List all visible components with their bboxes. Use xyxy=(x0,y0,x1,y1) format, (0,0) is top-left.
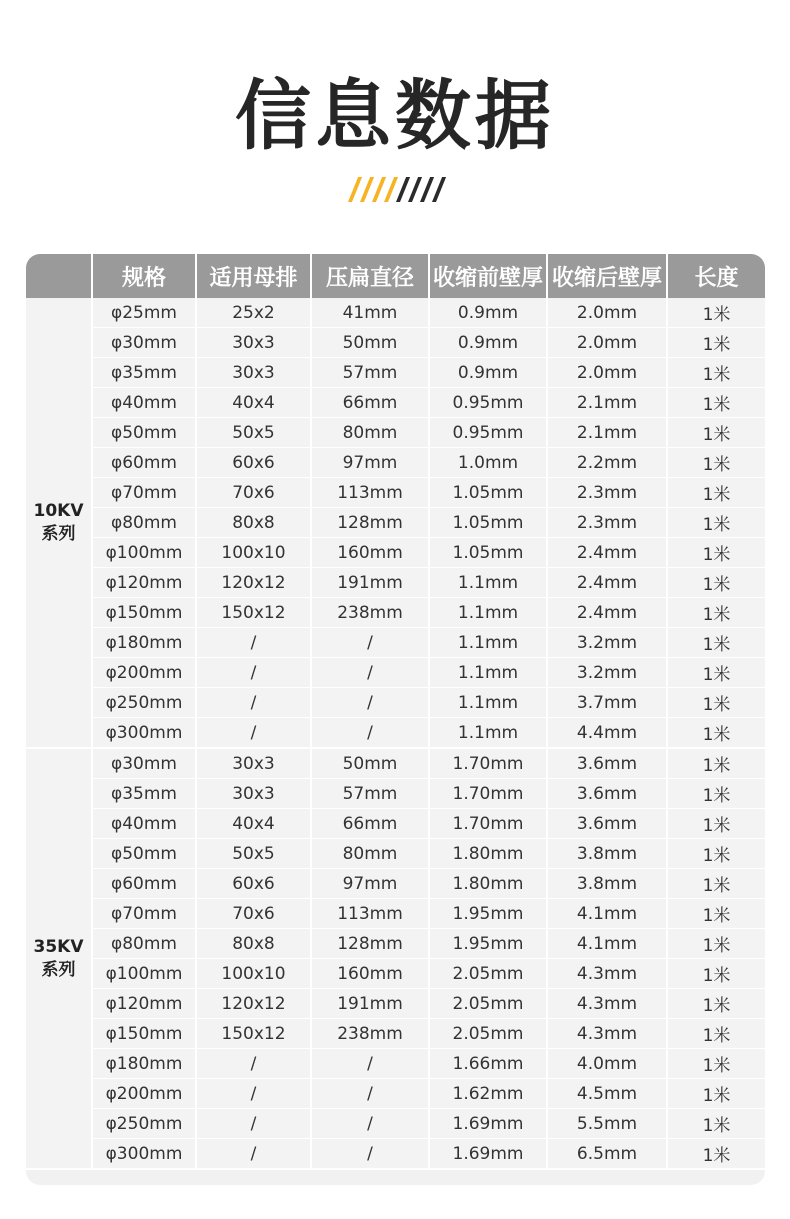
table-cell: 120x12 xyxy=(196,989,311,1019)
table-cell: 160mm xyxy=(311,959,429,989)
table-cell: 1米 xyxy=(667,448,765,478)
table-cell: φ50mm xyxy=(92,418,196,448)
table-cell: φ40mm xyxy=(92,388,196,418)
table-row xyxy=(26,1139,765,1170)
table-row xyxy=(26,508,765,538)
table-cell: 1米 xyxy=(667,779,765,809)
table-cell: φ300mm xyxy=(92,718,196,749)
table-cell: 40x4 xyxy=(196,388,311,418)
table-row xyxy=(26,628,765,658)
table-cell: 57mm xyxy=(311,358,429,388)
table-cell: 120x12 xyxy=(196,568,311,598)
table-cell: 2.0mm xyxy=(547,358,667,388)
column-header: 压扁直径 xyxy=(311,254,429,298)
slash-mark xyxy=(420,177,434,202)
table-cell: 2.3mm xyxy=(547,478,667,508)
table-cell: 40x4 xyxy=(196,809,311,839)
table-cell: φ200mm xyxy=(92,658,196,688)
table-cell: 1.80mm xyxy=(429,839,547,869)
table-cell: 60x6 xyxy=(196,869,311,899)
table-row xyxy=(26,929,765,959)
column-header: 长度 xyxy=(667,254,765,298)
table-cell: 1.62mm xyxy=(429,1079,547,1109)
table-cell: φ50mm xyxy=(92,839,196,869)
table-cell: 128mm xyxy=(311,508,429,538)
table-cell: 191mm xyxy=(311,989,429,1019)
table-row xyxy=(26,959,765,989)
table-row xyxy=(26,688,765,718)
table-cell: 1.95mm xyxy=(429,899,547,929)
table-cell: 1.1mm xyxy=(429,568,547,598)
table-row xyxy=(26,1109,765,1139)
series-label xyxy=(26,748,92,1169)
table-cell: 3.6mm xyxy=(547,779,667,809)
table-cell: 1.1mm xyxy=(429,658,547,688)
table-cell: 100x10 xyxy=(196,959,311,989)
table-cell: 3.2mm xyxy=(547,658,667,688)
table-cell: 25x2 xyxy=(196,298,311,328)
table-cell: 1米 xyxy=(667,748,765,779)
table-cell: φ35mm xyxy=(92,779,196,809)
table-cell: 2.05mm xyxy=(429,959,547,989)
table-cell: 1.69mm xyxy=(429,1109,547,1139)
table-cell: 1米 xyxy=(667,628,765,658)
table-cell: / xyxy=(311,1109,429,1139)
table-cell: φ70mm xyxy=(92,478,196,508)
table-cell: / xyxy=(196,718,311,749)
table-cell: 0.95mm xyxy=(429,388,547,418)
table-cell: 1米 xyxy=(667,809,765,839)
spec-table-container xyxy=(26,254,765,1185)
table-cell: / xyxy=(196,658,311,688)
table-cell: / xyxy=(196,688,311,718)
table-cell: φ60mm xyxy=(92,869,196,899)
table-cell: 30x3 xyxy=(196,358,311,388)
table-cell: φ180mm xyxy=(92,1049,196,1079)
table-row xyxy=(26,1019,765,1049)
table-body xyxy=(26,298,765,1169)
table-row xyxy=(26,388,765,418)
table-cell: φ80mm xyxy=(92,508,196,538)
table-cell: 1米 xyxy=(667,989,765,1019)
slash-mark xyxy=(348,177,362,202)
table-cell: φ250mm xyxy=(92,688,196,718)
table-cell: 4.1mm xyxy=(547,929,667,959)
table-row xyxy=(26,869,765,899)
table-cell: 50mm xyxy=(311,328,429,358)
table-cell: 70x6 xyxy=(196,478,311,508)
table-row xyxy=(26,328,765,358)
table-cell: 1米 xyxy=(667,418,765,448)
table-cell: φ120mm xyxy=(92,989,196,1019)
table-header xyxy=(26,254,765,298)
table-cell: φ40mm xyxy=(92,809,196,839)
table-cell: / xyxy=(196,1109,311,1139)
table-cell: / xyxy=(311,1139,429,1170)
table-cell: 50x5 xyxy=(196,839,311,869)
table-cell: 1米 xyxy=(667,718,765,749)
table-cell: 160mm xyxy=(311,538,429,568)
column-header: 适用母排 xyxy=(196,254,311,298)
table-cell: 1米 xyxy=(667,899,765,929)
table-row xyxy=(26,809,765,839)
page-title: 信息数据 xyxy=(235,71,555,160)
table-cell: 1.1mm xyxy=(429,598,547,628)
table-cell: 2.4mm xyxy=(547,568,667,598)
table-cell: 4.5mm xyxy=(547,1079,667,1109)
table-cell: 3.8mm xyxy=(547,839,667,869)
table-cell: 150x12 xyxy=(196,598,311,628)
table-cell: φ25mm xyxy=(92,298,196,328)
table-cell: 1米 xyxy=(667,328,765,358)
table-cell: φ30mm xyxy=(92,328,196,358)
table-cell: 2.4mm xyxy=(547,598,667,628)
table-row xyxy=(26,358,765,388)
table-cell: / xyxy=(196,628,311,658)
table-cell: 57mm xyxy=(311,779,429,809)
table-cell: 1米 xyxy=(667,508,765,538)
table-cell: 1.05mm xyxy=(429,538,547,568)
table-cell: / xyxy=(196,1049,311,1079)
table-cell: 1.1mm xyxy=(429,628,547,658)
table-row xyxy=(26,538,765,568)
table-row xyxy=(26,839,765,869)
table-cell: / xyxy=(196,1079,311,1109)
table-cell: 1米 xyxy=(667,839,765,869)
table-cell: 1米 xyxy=(667,688,765,718)
table-cell: 1.1mm xyxy=(429,718,547,749)
table-cell: / xyxy=(196,1139,311,1170)
column-header xyxy=(26,254,92,298)
table-cell: φ60mm xyxy=(92,448,196,478)
table-cell: 3.6mm xyxy=(547,809,667,839)
table-cell: / xyxy=(311,1079,429,1109)
table-cell: 1米 xyxy=(667,1139,765,1170)
table-cell: φ70mm xyxy=(92,899,196,929)
table-cell: 66mm xyxy=(311,388,429,418)
table-cell: 4.3mm xyxy=(547,1019,667,1049)
table-cell: φ150mm xyxy=(92,598,196,628)
table-row xyxy=(26,748,765,779)
table-row xyxy=(26,899,765,929)
table-cell: φ80mm xyxy=(92,929,196,959)
table-cell: 97mm xyxy=(311,869,429,899)
table-cell: 1米 xyxy=(667,358,765,388)
table-cell: 0.95mm xyxy=(429,418,547,448)
table-cell: 1米 xyxy=(667,658,765,688)
slash-mark xyxy=(372,177,386,202)
table-cell: 1米 xyxy=(667,869,765,899)
table-cell: / xyxy=(311,658,429,688)
table-cell: 3.8mm xyxy=(547,869,667,899)
table-row xyxy=(26,418,765,448)
table-cell: 30x3 xyxy=(196,748,311,779)
table-cell: φ100mm xyxy=(92,959,196,989)
table-cell: 1米 xyxy=(667,929,765,959)
table-cell: / xyxy=(311,628,429,658)
table-cell: 1米 xyxy=(667,1019,765,1049)
table-cell: 1.70mm xyxy=(429,779,547,809)
table-cell: 2.1mm xyxy=(547,388,667,418)
table-cell: 0.9mm xyxy=(429,358,547,388)
table-cell: 50x5 xyxy=(196,418,311,448)
table-cell: 3.6mm xyxy=(547,748,667,779)
series-voltage: 10KV xyxy=(33,500,84,521)
table-cell: / xyxy=(311,718,429,749)
table-cell: φ30mm xyxy=(92,748,196,779)
table-cell: 4.3mm xyxy=(547,959,667,989)
table-cell: 1.95mm xyxy=(429,929,547,959)
table-cell: 80x8 xyxy=(196,508,311,538)
table-cell: 1.70mm xyxy=(429,748,547,779)
column-header: 收缩前壁厚 xyxy=(429,254,547,298)
series-suffix: 系列 xyxy=(41,959,76,980)
table-cell: 1.70mm xyxy=(429,809,547,839)
table-cell: 1米 xyxy=(667,1109,765,1139)
table-row xyxy=(26,478,765,508)
table-cell: 30x3 xyxy=(196,328,311,358)
table-cell: 1.05mm xyxy=(429,508,547,538)
table-cell: 70x6 xyxy=(196,899,311,929)
slash-mark xyxy=(396,177,410,202)
table-cell: 1.0mm xyxy=(429,448,547,478)
slash-mark xyxy=(360,177,374,202)
table-row xyxy=(26,1049,765,1079)
table-cell: 1米 xyxy=(667,1049,765,1079)
slash-divider xyxy=(338,177,438,203)
table-cell: φ120mm xyxy=(92,568,196,598)
table-cell: 2.0mm xyxy=(547,328,667,358)
table-cell: 6.5mm xyxy=(547,1139,667,1170)
table-cell: 80mm xyxy=(311,418,429,448)
table-cell: 0.9mm xyxy=(429,298,547,328)
table-cell: φ150mm xyxy=(92,1019,196,1049)
table-cell: 2.1mm xyxy=(547,418,667,448)
table-cell: 2.4mm xyxy=(547,538,667,568)
table-cell: 238mm xyxy=(311,1019,429,1049)
table-cell: φ200mm xyxy=(92,1079,196,1109)
table-cell: 1米 xyxy=(667,298,765,328)
series-label xyxy=(26,298,92,748)
table-cell: 1米 xyxy=(667,538,765,568)
table-cell: 238mm xyxy=(311,598,429,628)
table-cell: 80mm xyxy=(311,839,429,869)
table-cell: φ35mm xyxy=(92,358,196,388)
table-cell: 1米 xyxy=(667,959,765,989)
table-cell: φ250mm xyxy=(92,1109,196,1139)
table-cell: 1米 xyxy=(667,1079,765,1109)
table-cell: φ100mm xyxy=(92,538,196,568)
table-cell: 128mm xyxy=(311,929,429,959)
table-row xyxy=(26,779,765,809)
spec-table xyxy=(26,254,765,1170)
table-cell: 1米 xyxy=(667,478,765,508)
table-cell: 2.3mm xyxy=(547,508,667,538)
table-cell: φ180mm xyxy=(92,628,196,658)
table-row xyxy=(26,658,765,688)
table-row xyxy=(26,598,765,628)
column-header: 收缩后壁厚 xyxy=(547,254,667,298)
slash-mark xyxy=(384,177,398,202)
table-cell: 1.80mm xyxy=(429,869,547,899)
series-voltage: 35KV xyxy=(33,936,84,957)
table-cell: 66mm xyxy=(311,809,429,839)
table-cell: 113mm xyxy=(311,478,429,508)
table-row xyxy=(26,298,765,328)
table-cell: φ300mm xyxy=(92,1139,196,1170)
table-cell: 1米 xyxy=(667,388,765,418)
table-cell: 2.05mm xyxy=(429,1019,547,1049)
table-cell: 0.9mm xyxy=(429,328,547,358)
slash-mark xyxy=(432,177,446,202)
table-row xyxy=(26,989,765,1019)
table-cell: 41mm xyxy=(311,298,429,328)
table-cell: 4.4mm xyxy=(547,718,667,749)
table-header-row xyxy=(26,254,765,298)
table-cell: 4.1mm xyxy=(547,899,667,929)
table-cell: 2.2mm xyxy=(547,448,667,478)
table-cell: 150x12 xyxy=(196,1019,311,1049)
table-cell: 1米 xyxy=(667,568,765,598)
table-cell: 50mm xyxy=(311,748,429,779)
table-cell: 1.1mm xyxy=(429,688,547,718)
table-cell: 1米 xyxy=(667,598,765,628)
table-cell: 3.7mm xyxy=(547,688,667,718)
table-cell: / xyxy=(311,1049,429,1079)
slash-mark xyxy=(408,177,422,202)
table-cell: 97mm xyxy=(311,448,429,478)
table-cell: 80x8 xyxy=(196,929,311,959)
table-row xyxy=(26,448,765,478)
table-cell: 30x3 xyxy=(196,779,311,809)
table-row xyxy=(26,1079,765,1109)
table-cell: 60x6 xyxy=(196,448,311,478)
table-row xyxy=(26,568,765,598)
table-cell: 1.69mm xyxy=(429,1139,547,1170)
table-cell: 191mm xyxy=(311,568,429,598)
table-cell: 2.05mm xyxy=(429,989,547,1019)
table-cell: 3.2mm xyxy=(547,628,667,658)
table-row xyxy=(26,718,765,749)
table-cell: 113mm xyxy=(311,899,429,929)
table-cell: 1.66mm xyxy=(429,1049,547,1079)
column-header: 规格 xyxy=(92,254,196,298)
table-cell: 4.0mm xyxy=(547,1049,667,1079)
table-cell: 1.05mm xyxy=(429,478,547,508)
series-suffix: 系列 xyxy=(41,523,76,544)
table-cell: 2.0mm xyxy=(547,298,667,328)
table-cell: 5.5mm xyxy=(547,1109,667,1139)
table-cell: 4.3mm xyxy=(547,989,667,1019)
table-cell: 100x10 xyxy=(196,538,311,568)
table-cell: / xyxy=(311,688,429,718)
